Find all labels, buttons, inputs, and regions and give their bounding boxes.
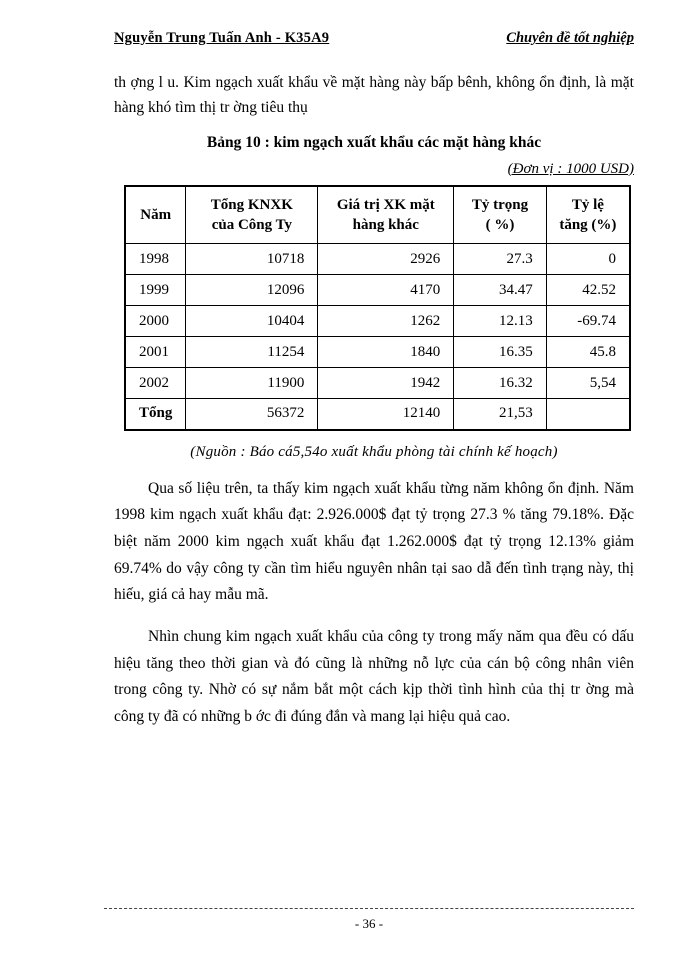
table-source-note: (Nguồn : Báo cá5,54o xuất khẩu phòng tài chính kế hoạch) [190,443,558,460]
cell-total: 10718 [186,244,318,275]
table-row [125,244,630,275]
col-header-text: ( %) [485,216,515,233]
col-header-text: Tổng KNXK [210,196,293,213]
unit-note [114,161,634,178]
cell-total: 11900 [186,368,318,399]
cell-year: 2000 [125,306,186,337]
cell-proportion: 16.35 [454,337,547,368]
cell-growth: 0 [546,244,630,275]
author-name: Nguyễn Trung Tuấn Anh - K35A9 [114,30,330,46]
table-row [125,306,630,337]
col-header-text: tăng (%) [559,216,617,233]
page-number: - 36 - [354,916,384,931]
cell-total: 56372 [186,399,318,430]
document-title: Chuyên đề tốt nghiệp [506,30,634,46]
cell-year: 2002 [125,368,186,399]
col-header-text: của Công Ty [211,216,292,233]
page-footer [104,908,634,932]
col-header-proportion [454,186,547,244]
cell-year: 2001 [125,337,186,368]
cell-value: 1840 [318,337,454,368]
cell-value: 12140 [318,399,454,430]
col-header-text: Giá trị XK mặt [336,196,435,213]
table-header-row [125,186,630,244]
page-header [114,30,634,47]
table-row [125,275,630,306]
table-total-row [125,399,630,430]
table-row [125,337,630,368]
cell-proportion: 21,53 [454,399,547,430]
cell-value: 4170 [318,275,454,306]
col-header-total-knxk [186,186,318,244]
cell-total: 10404 [186,306,318,337]
footer-divider [104,908,634,909]
export-table [124,185,631,431]
cell-growth: 5,54 [546,368,630,399]
cell-proportion: 16.32 [454,368,547,399]
col-header-text: Năm [140,206,172,223]
cell-total: 12096 [186,275,318,306]
cell-year: 1998 [125,244,186,275]
cell-proportion: 34.47 [454,275,547,306]
table-row [125,368,630,399]
body-paragraph-2: Nhìn chung kim ngạch xuất khẩu của công ty trong mấy năm qua đều có dấu hiệu tăng theo thời gian và đó cũng là những nỗ lực của cán bộ công nhân viên trong công ty. Nhờ có sự nắm bắt một cách kịp thời tình hình của thị tr ờng mà công ty đã có những b ớc đi đúng đắn và mang lại hiệu quả cao. [114,627,634,725]
cell-growth: 45.8 [546,337,630,368]
cell-total: 11254 [186,337,318,368]
cell-value: 1262 [318,306,454,337]
cell-value: 1942 [318,368,454,399]
cell-growth: -69.74 [546,306,630,337]
col-header-growth-rate [546,186,630,244]
cell-value: 2926 [318,244,454,275]
col-header-export-value [318,186,454,244]
col-header-text: Tỷ lệ [571,196,604,213]
cell-year: 1999 [125,275,186,306]
cell-proportion: 27.3 [454,244,547,275]
unit-note-text: (Đơn vị : 1000 USD) [507,160,634,177]
cell-growth: 42.52 [546,275,630,306]
cell-growth [546,399,630,430]
body-paragraph-1: Qua số liệu trên, ta thấy kim ngạch xuất khẩu từng năm không ổn định. Năm 1998 kim ngạch xuất khẩu đạt: 2.926.000$ đạt tỷ trọng 27.3 % tăng 79.18%. Đặc biệt năm 2000 kim ngạch xuất khẩu đạt 1.262.000$ đạt tỷ trọng 12.13% giảm 69.74% do vậy công ty cần tìm hiểu nguyên nhân tại sao dẫ đến tình trạng này, thị hiếu, giá cả hay mẫu mã. [114,479,634,604]
col-header-year [125,186,186,244]
intro-paragraph: th ợng l u. Kim ngạch xuất khẩu về mặt hàng này bấp bênh, không ổn định, là mặt hàng khó tìm thị tr ờng tiêu thụ [114,74,634,116]
col-header-text: hàng khác [352,216,419,233]
cell-proportion: 12.13 [454,306,547,337]
table-caption: Bảng 10 : kim ngạch xuất khẩu các mặt hàng khác [206,133,542,151]
col-header-text: Tỷ trọng [471,196,529,213]
cell-total-label: Tổng [125,399,186,430]
